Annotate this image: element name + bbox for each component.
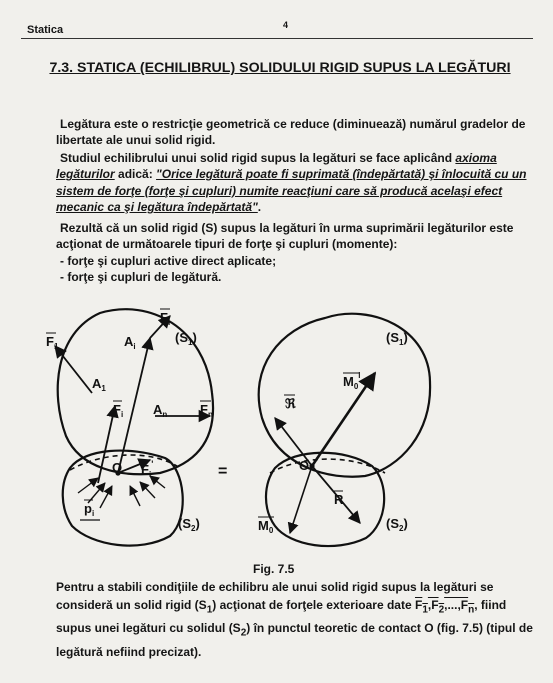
- label-an: $A_n$: [153, 402, 168, 419]
- label-r-script: ℜ: [285, 396, 296, 411]
- label-s2-right: $(S_2)$: [386, 516, 408, 533]
- running-header: [21, 18, 533, 39]
- label-fi-top: $F_i$: [160, 310, 171, 327]
- label-ai: $A_i$: [124, 334, 136, 351]
- label-fi-mid: $F_i$: [113, 402, 124, 419]
- label-s1-right: $(S_1)$: [386, 330, 408, 347]
- p4-s1-sub: 1: [206, 604, 213, 616]
- p4-middle: ) acţionat de forţele exterioare date: [212, 598, 415, 612]
- label-fn: $F_n$: [200, 402, 213, 419]
- label-o-right: O: [299, 458, 310, 473]
- label-pi: $p_i$: [84, 501, 95, 518]
- figure-caption: Fig. 7.5: [253, 562, 295, 576]
- label-f1: $F_1$: [46, 334, 59, 351]
- figure-7-5: [0, 298, 553, 558]
- axiom-label: axioma legăturilor: [56, 151, 497, 182]
- label-o-left: O: [112, 460, 123, 475]
- paragraph-equilibrium: [56, 578, 533, 661]
- equals-sign: =: [218, 463, 228, 480]
- paragraph-axiom: [56, 150, 533, 216]
- p4-after-forces: , fiind supus unei legături cu solidul (S: [56, 598, 507, 636]
- right-labels: [258, 330, 408, 535]
- left-body-s2: [63, 451, 183, 546]
- label-m0-prime: $M_0^l$: [343, 371, 361, 391]
- p4-start: Pentru a stabili condiţiile de echilibru ale unui solid rigid supus la legături se consideră un solid rigid (S: [56, 580, 494, 612]
- page-number: 4: [283, 20, 289, 30]
- p4-end: ) în punctul teoretic de contact O (fig. 7.5) (tipul de legătură nefiind precizat).: [56, 621, 533, 659]
- paragraph-axiom-start: Studiul echilibrului unui solid rigid supus la legături se face aplicând: [60, 151, 456, 165]
- label-a1: $A_1$: [92, 376, 106, 393]
- axiom-statement: "Orice legătură poate fi suprimată (îndepărtată) şi înlocuită cu un sistem de forţe (forţe şi cupluri) numite reacţiuni care să producă acelaşi efect mecanic ca şi legătura îndepărtată": [56, 167, 527, 215]
- label-s1-left: $(S_1)$: [175, 330, 197, 347]
- paragraph-result-text: Rezultă că un solid rigid (S) supus la legături în urma suprimării legăturilor este acţionat de următoarele tipuri de forţe şi cupluri (momente):: [56, 221, 514, 252]
- bullet-constraint-forces: - forţe şi cupluri de legătură.: [60, 270, 222, 285]
- paragraph-definition: Legătura este o restricţie geometrică ce reduce (diminuează) numărul gradelor de libertate ale unui solid rigid.: [56, 117, 526, 148]
- right-body-s2: [266, 453, 385, 546]
- label-m0: $M_0$: [258, 518, 274, 535]
- header-section-name: Statica: [27, 24, 64, 36]
- p4-s2-sub: 2: [240, 627, 247, 639]
- label-s2-left: $(S_2)$: [178, 516, 200, 533]
- section-title: 7.3. STATICA (ECHILIBRUL) SOLIDULUI RIGID SUPUS LA LEGĂTURI: [49, 60, 511, 76]
- paragraph-axiom-end: .: [257, 200, 262, 215]
- figure-drawing: [0, 298, 553, 558]
- label-r: R: [334, 492, 344, 507]
- p4-forces: $F_1,F_2,...,F_n$: [414, 598, 475, 616]
- left-body-s1: [58, 309, 213, 474]
- paragraph-axiom-middle: adică:: [114, 167, 157, 182]
- label-fi-prime: $F_i'$: [141, 459, 154, 479]
- bullet-active-forces: - forţe şi cupluri active direct aplicate;: [60, 253, 277, 268]
- paragraph-result: [56, 220, 533, 286]
